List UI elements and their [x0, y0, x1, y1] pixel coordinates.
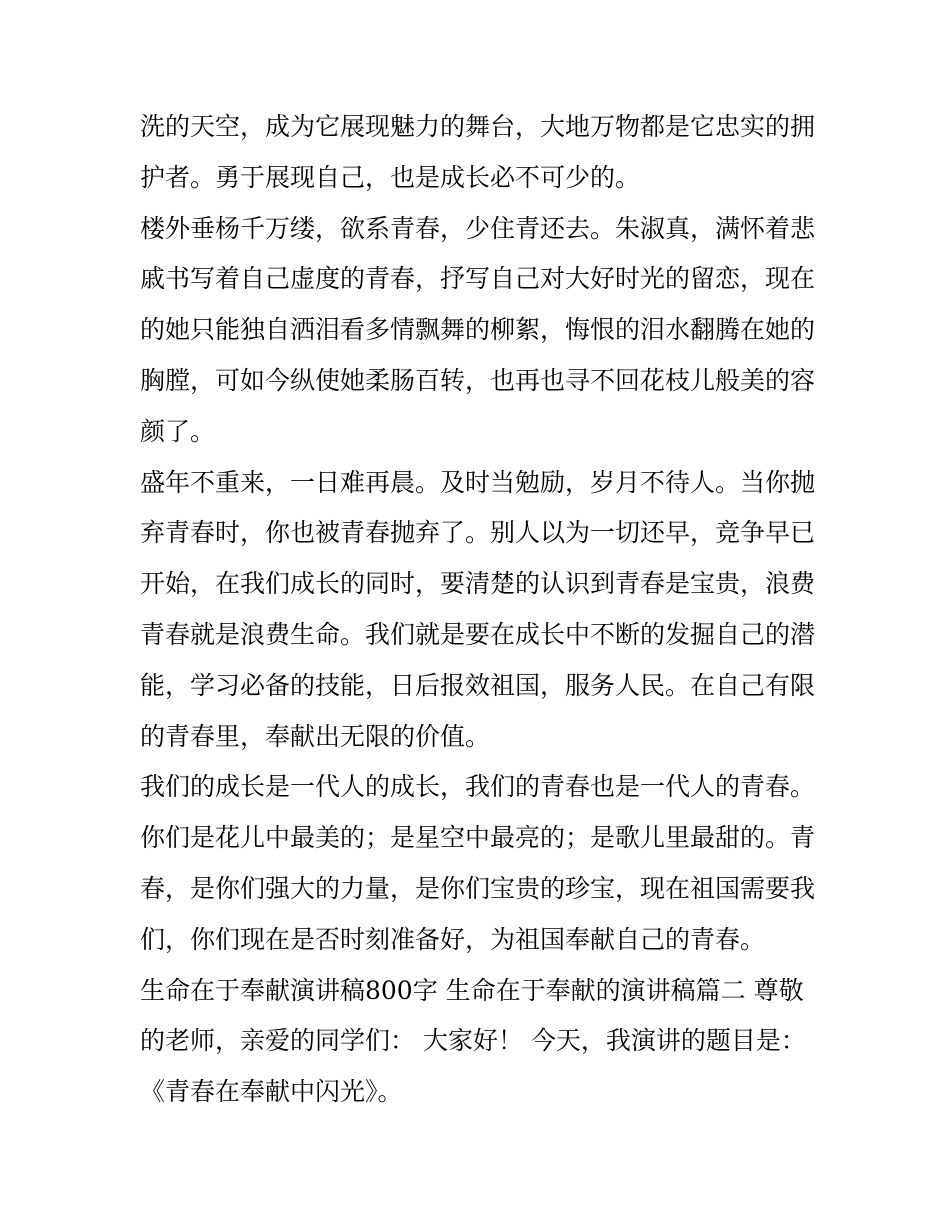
text-line: 盛年不重来，一日难再晨。及时当勉励，岁月不待人。当你抛	[140, 467, 816, 497]
document-body	[140, 102, 820, 1118]
text-line: 的老师，亲爱的同学们： 大家好！ 今天，我演讲的题目是：	[140, 1026, 806, 1056]
text-line: 的她只能独自洒泪看多情飘舞的柳絮，悔恨的泪水翻腾在她的	[140, 315, 816, 345]
text-line: 你们是花儿中最美的；是星空中最亮的；是歌儿里最甜的。青	[140, 823, 816, 853]
text-line: 戚书写着自己虚度的青春，抒写自己对大好时光的留恋，现在	[140, 264, 816, 294]
text-line: 胸膛，可如今纵使她柔肠百转，也再也寻不回花枝儿般美的容	[140, 365, 816, 395]
text-line: 楼外垂杨千万缕，欲系青春，少住青还去。朱淑真，满怀着悲	[140, 213, 816, 243]
text-line: 青春就是浪费生命。我们就是要在成长中不断的发掘自己的潜	[140, 619, 816, 649]
text-line: 开始，在我们成长的同时，要清楚的认识到青春是宝贵，浪费	[140, 569, 816, 599]
text-line: 春，是你们强大的力量，是你们宝贵的珍宝，现在祖国需要我	[140, 873, 816, 903]
text-line: 们，你们现在是否时刻准备好，为祖国奉献自己的青春。	[140, 924, 766, 954]
text-line: 颜了。	[140, 416, 216, 446]
text-line: 生命在于奉献演讲稿800字 生命在于奉献的演讲稿篇二 尊敬	[140, 975, 804, 1005]
text-line: 的青春里，奉献出无限的价值。	[140, 721, 491, 751]
text-line: 能，学习必备的技能，日后报效祖国，服务人民。在自己有限	[140, 670, 816, 700]
text-line: 弃青春时，你也被青春抛弃了。别人以为一切还早，竞争早已	[140, 518, 816, 548]
text-line: 护者。勇于展现自己，也是成长必不可少的。	[140, 162, 641, 192]
text-line: 洗的天空，成为它展现魅力的舞台，大地万物都是它忠实的拥	[140, 112, 816, 141]
text-line: 我们的成长是一代人的成长，我们的青春也是一代人的青春。	[140, 772, 816, 802]
text-line: 《青春在奉献中闪光》。	[140, 1077, 403, 1107]
